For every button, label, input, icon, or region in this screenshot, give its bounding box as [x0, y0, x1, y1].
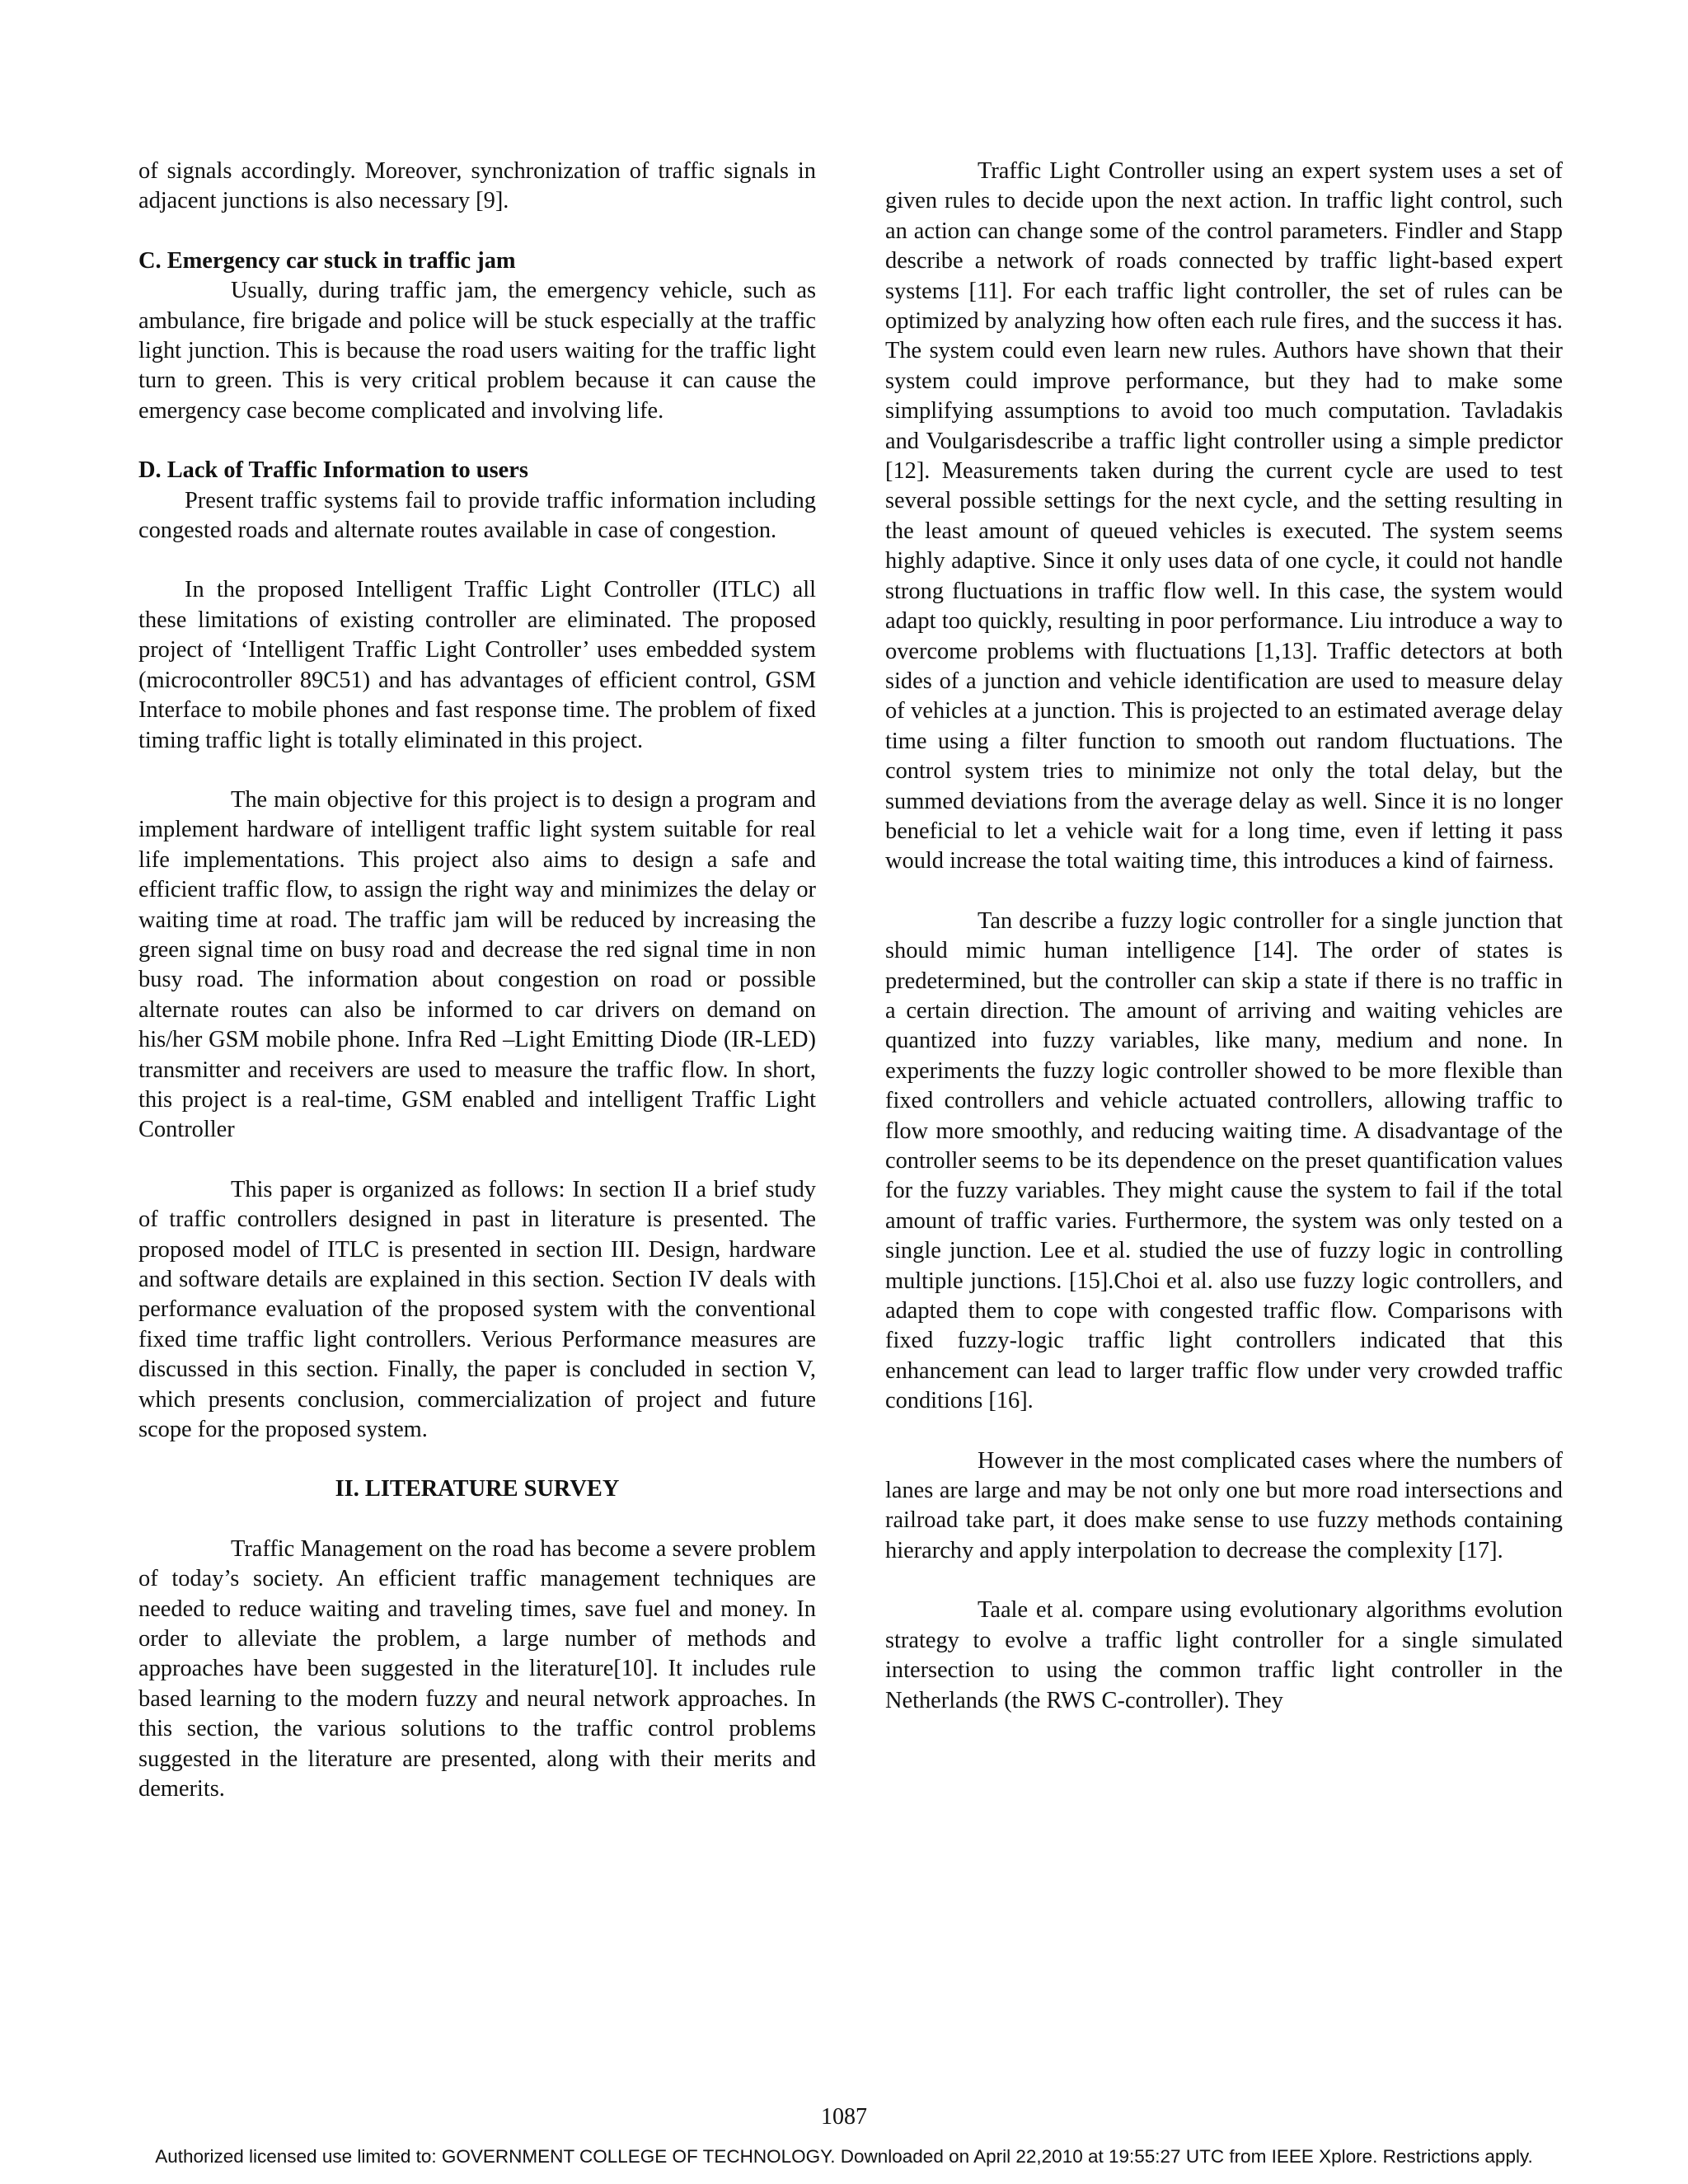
left-column [138, 157, 816, 1805]
emergency-paragraph: Usually, during traffic jam, the emergency vehicle, such as ambulance, fire brigade and police will be stuck especially at the traffic light junction. This is because the road users waiting for the traffic light turn to green. This is very critical problem because it can cause the emergency case become complicated and involving life. [138, 278, 816, 424]
complicated-cases-paragraph: However in the most complicated cases where the numbers of lanes are large and may be not only one but more road intersections and railroad take part, it does make sense to use fuzzy methods containing hierarchy and apply interpolation to decrease the complexity [17]. [885, 1447, 1563, 1563]
right-column [885, 157, 1563, 1716]
intro-paragraph: of signals accordingly. Moreover, synchronization of traffic signals in adjacent junctions is also necessary [9]. [138, 158, 816, 214]
organization-paragraph: This paper is organized as follows: In section II a brief study of traffic controllers designed in past in literature is presented. The proposed model of ITLC is presented in section III. Design, hardware and software details are explained in this section. Section IV deals with performance evaluation of the proposed system with the conventional fixed time traffic light controllers. Verious Performance measures are discussed in this section. Finally, the paper is concluded in section V, which presents conclusion, commercialization of project and future scope for the proposed system. [138, 1176, 816, 1443]
page-number: 1087 [821, 2104, 867, 2130]
evolutionary-paragraph: Taale et al. compare using evolutionary algorithms evolution strategy to evolve a traffic light controller for a single simulated intersection to using the common traffic light controller in the Netherlands (the RWS C-controller). They [885, 1597, 1563, 1713]
fuzzy-logic-paragraph: Tan describe a fuzzy logic controller for a single junction that should mimic human intelligence [14]. The order of states is predetermined, but the controller can skip a state if there is no traffic in a certain direction. The amount of arriving and waiting vehicles are quantized into fuzzy variables, like many, medium and none. In experiments the fuzzy logic controller showed to be more flexible than fixed controllers and vehicle actuated controllers, allowing traffic to flow more smoothly, and reducing waiting time. A disadvantage of the controller seems to be its dependence on the preset quantification values for the fuzzy variables. They might cause the system to fail if the total amount of traffic varies. Furthermore, the system was only tested on a single junction. Lee et al. studied the use of fuzzy logic in controlling multiple junctions. [15].Choi et al. also use fuzzy logic controllers, and adapted them to cope with congested traffic flow. Comparisons with fixed fuzzy-logic traffic light controllers indicated that this enhancement can lead to larger traffic flow under very crowded traffic conditions [16]. [885, 907, 1563, 1414]
section-heading-c: C. Emergency car stuck in traffic jam [138, 247, 516, 274]
section-heading-literature-survey: II. LITERATURE SURVEY [335, 1476, 620, 1502]
section-heading-d: D. Lack of Traffic Information to users [138, 457, 528, 484]
itlc-paragraph: In the proposed Intelligent Traffic Light Controller (ITLC) all these limitations of existing controller are eliminated. The proposed project of ‘Intelligent Traffic Light Controller’ uses embedded system (microcontroller 89C51) and has advantages of efficient control, GSM Interface to mobile phones and fast response time. The problem of fixed timing traffic light is totally eliminated in this project. [138, 577, 816, 753]
traffic-info-paragraph: Present traffic systems fail to provide traffic information including congested roads and alternate routes available in case of congestion. [138, 487, 816, 544]
objective-paragraph: The main objective for this project is to design a program and implement hardware of intelligent traffic light system suitable for real life implementations. This project also aims to design a safe and efficient traffic flow, to assign the right way and minimizes the delay or waiting time at road. The traffic jam will be reduced by increasing the green signal time on busy road and decrease the red signal time in non busy road. The information about congestion on road or possible alternate routes can also be informed to car drivers on demand on his/her GSM mobile phone. Infra Red –Light Emitting Diode (IR-LED) transmitter and receivers are used to measure the traffic flow. In short, this project is a real-time, GSM enabled and intelligent Traffic Light Controller [138, 786, 816, 1143]
expert-system-paragraph: Traffic Light Controller using an expert system uses a set of given rules to decide upon the next action. In traffic light control, such an action can change some of the control parameters. Findler and Stapp describe a network of roads connected by traffic light-based expert systems [11]. For each traffic light controller, the set of rules can be optimized by analyzing how often each rule fires, and the success it has. The system could even learn new rules. Authors have shown that their system could improve performance, but they had to make some simplifying assumptions to avoid too much computation. Tavladakis and Voulgarisdescribe a traffic light controller using a simple predictor [12]. Measurements taken during the current cycle are used to test several possible settings for the next cycle, and the setting resulting in the least amount of queued vehicles is executed. The system seems highly adaptive. Since it only uses data of one cycle, it could not handle strong fluctuations in traffic flow well. In this case, the system would adapt too quickly, resulting in poor performance. Liu introduce a way to overcome problems with fluctuations [1,13]. Traffic detectors at both sides of a junction and vehicle identification are used to measure delay of vehicles at a junction. This is projected to an estimated average delay time using a filter function to smooth out random fluctuations. The control system tries to minimize not only the total delay, but the summed deviations from the average delay as well. Since it is no longer beneficial to let a vehicle wait for a long time, even if letting it pass would increase the total waiting time, this introduces a kind of fairness. [885, 158, 1563, 874]
license-footer: Authorized licensed use limited to: GOVERNMENT COLLEGE OF TECHNOLOGY. Downloaded on April 22,2010 at 19:55:27 UTC from IEEE Xplore. Restrictions apply. [155, 2146, 1533, 2167]
survey-paragraph: Traffic Management on the road has become a severe problem of today’s society. An efficient traffic management techniques are needed to reduce waiting and traveling times, save fuel and money. In order to alleviate the problem, a large number of methods and approaches have been suggested in the literature[10]. It includes rule based learning to the modern fuzzy and neural network approaches. In this section, the various solutions to the traffic control problems suggested in the literature are presented, along with their merits and demerits. [138, 1535, 816, 1802]
